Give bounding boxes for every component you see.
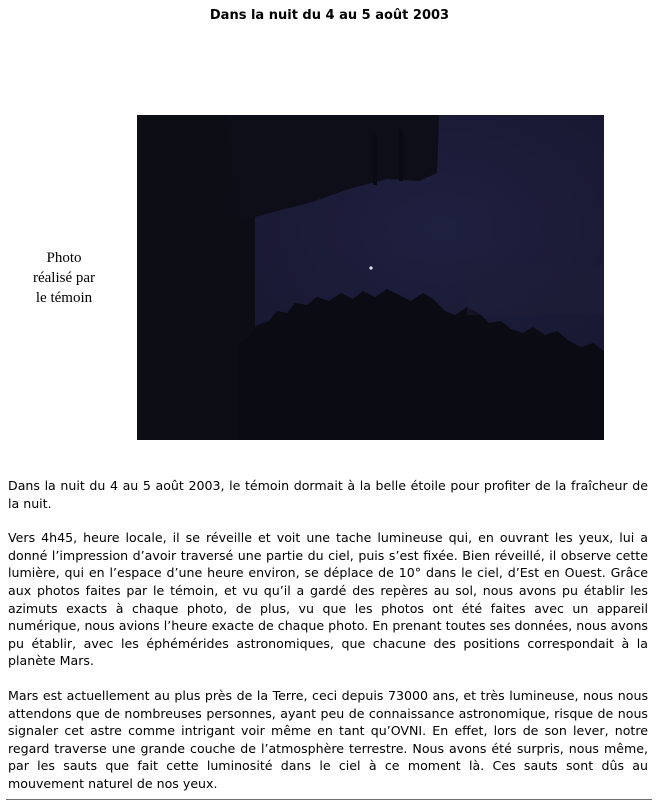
page-title: Dans la nuit du 4 au 5 août 2003 [209,8,450,23]
night-sky-photo [137,115,604,440]
horizontal-rule [6,799,652,800]
night-sky-photo-svg [137,115,604,440]
paragraph-2: Vers 4h45, heure locale, il se réveille et voit une tache lumineuse qui, en ouvrant les yeux, lui a donné l’impression d’avoir traversé une partie du ciel, puis s’est fixée. Bien réveillé, il observe cette lumière, qui en l’espace d’une heure environ, se déplace de 10° dans le ciel, d’Est en Ouest. Grâce aux photos faites par le témoin, et vu qu’il a gardé des repères au sol, nous avons pu établir les azimuts exacts à chaque photo, de plus, vu que les photos ont été faites avec un appareil numérique, nous avions l’heure exacte de chaque photo. En prenant toutes ses données, nous avons pu établir, avec les éphémérides astronomiques, que chacune des positions correspondait à la planète Mars. [8,530,648,669]
paragraph-1: Dans la nuit du 4 au 5 août 2003, le témoin dormait à la belle étoile pour profiter de la fraîcheur de la nuit. [8,478,648,511]
photo-caption [8,248,120,308]
sky-haze [467,265,604,315]
article-body [8,477,648,810]
caption-line-1: Photo [46,250,82,266]
bright-point [369,266,372,269]
caption-line-2: réalisé par [32,270,96,286]
caption-line-3: le témoin [35,290,93,306]
paragraph-3: Mars est actuellement au plus près de la Terre, ceci depuis 73000 ans, et très lumineuse, nous nous attendons que de nombreuses personnes, ayant peu de connaissance astronomique, risque de nous signaler cet astre comme intrigant voir même en tant qu’OVNI. En effet, lors de son lever, notre regard traverse une grande couche de l’atmosphère terrestre. Nous avons été surpris, nous même, par les sauts que fait cette luminosité dans le ciel à ce moment là. Ces sauts sont dûs au mouvement naturel de nos yeux. [8,687,648,791]
